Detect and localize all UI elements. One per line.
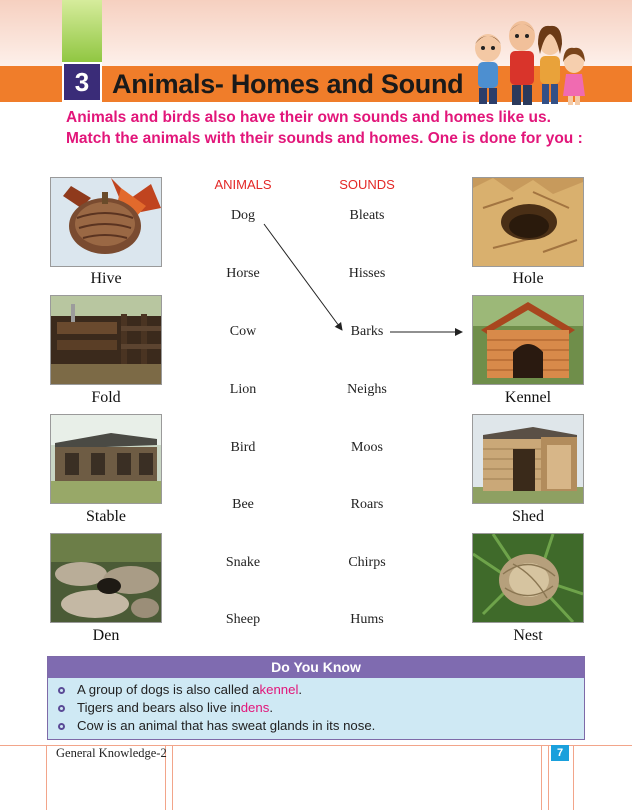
home-label-fold: Fold [91, 389, 121, 406]
home-label-shed: Shed [512, 508, 544, 525]
fact-tail: . [269, 700, 273, 715]
sound-word: Moos [351, 440, 383, 455]
list-item [58, 699, 584, 717]
page-number: 7 [551, 745, 569, 761]
sound-word: Barks [350, 324, 384, 339]
fact-tail: . [298, 682, 303, 697]
hole-photo [472, 177, 584, 267]
bullet-icon [58, 723, 65, 730]
animals-header: ANIMALS [214, 177, 272, 192]
animal-word: Lion [229, 382, 257, 397]
do-you-know-box [47, 656, 585, 740]
sound-word: Roars [350, 497, 384, 512]
list-item [58, 681, 584, 699]
sound-word: Neighs [347, 382, 387, 397]
chapter-title: Animals- Homes and Sound [112, 69, 464, 99]
animal-word: Snake [225, 555, 261, 570]
chapter-number: 3 [62, 62, 102, 102]
home-label-hole: Hole [512, 270, 544, 287]
fact-text: A group of dogs is also called a [77, 682, 260, 697]
animal-word: Cow [229, 324, 257, 339]
sounds-header: SOUNDS [339, 177, 395, 192]
home-label-den: Den [92, 627, 120, 644]
bullet-icon [58, 705, 65, 712]
fold-photo [50, 295, 162, 385]
bullet-icon [58, 687, 65, 694]
sound-word: Bleats [349, 208, 385, 223]
animal-word: Horse [226, 266, 260, 281]
fact-highlight: kennel [259, 682, 299, 697]
hive-photo [50, 177, 162, 267]
chapter-tab-decoration [62, 0, 102, 66]
nest-photo [472, 533, 584, 623]
kennel-photo [472, 295, 584, 385]
den-photo [50, 533, 162, 623]
home-label-nest: Nest [513, 627, 543, 644]
sound-word: Chirps [348, 555, 386, 570]
instruction-text: Animals and birds also have their own sounds and homes like us. Match the animals with their sounds and homes. One is done for you : [66, 109, 583, 147]
cartoon-family-illustration [466, 14, 588, 106]
stable-photo [50, 414, 162, 504]
animal-word: Bee [232, 497, 254, 512]
animal-word: Bird [230, 440, 256, 455]
book-name: General Knowledge-2 [56, 746, 167, 760]
fact-highlight: dens [240, 700, 270, 715]
footer-frame-middle [172, 745, 542, 810]
sound-word: Hisses [348, 266, 386, 281]
animal-word: Sheep [225, 612, 261, 627]
do-you-know-list [48, 681, 584, 735]
fact-text: Tigers and bears also live in [77, 700, 241, 715]
home-label-hive: Hive [90, 270, 122, 287]
home-label-kennel: Kennel [504, 389, 552, 406]
animal-word: Dog [230, 208, 256, 223]
sound-word: Hums [350, 612, 384, 627]
shed-photo [472, 414, 584, 504]
fact-text: Cow is an animal that has sweat glands in its nose. [77, 718, 376, 733]
list-item [58, 717, 584, 735]
home-label-stable: Stable [86, 508, 126, 525]
do-you-know-title: Do You Know [48, 657, 584, 678]
